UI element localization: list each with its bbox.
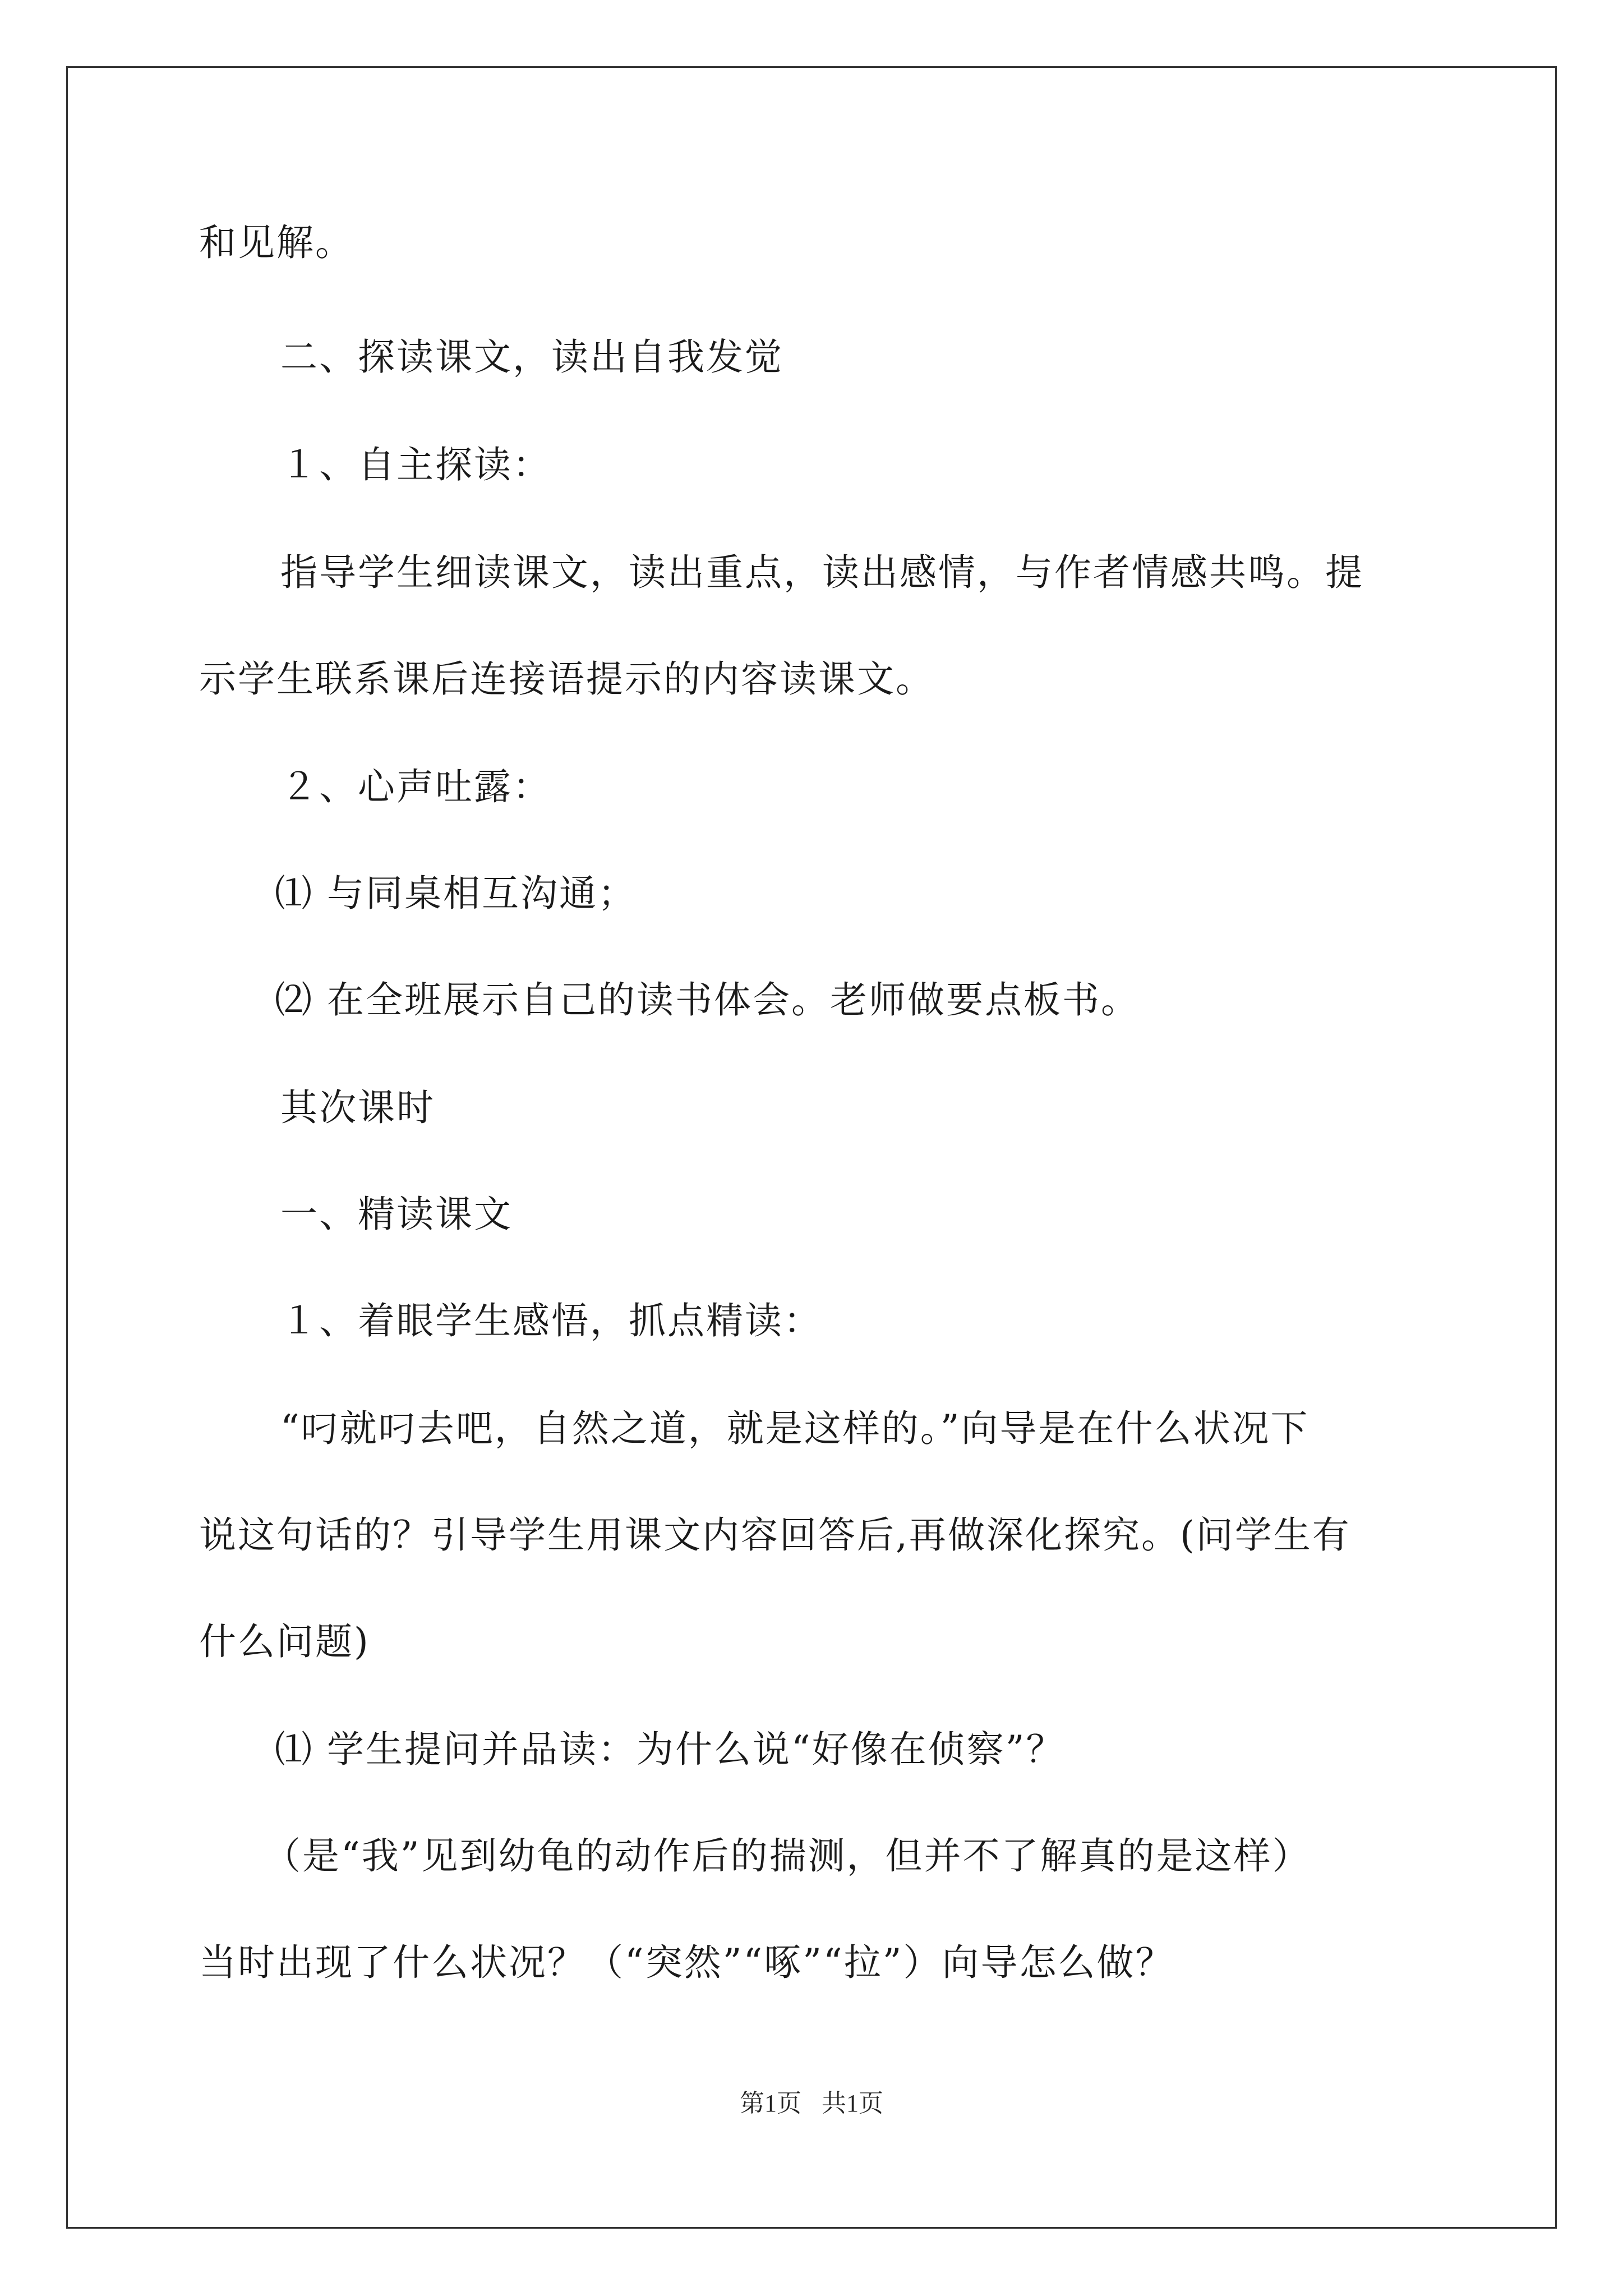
list-item-2: ⑵ 在全班展示自己的读书体会。老师做要点板书。 — [275, 978, 1140, 1022]
section-heading-intensive-reading: 一、精读课文 — [280, 1193, 513, 1236]
text-line-12: “叼就叼去吧，自然之道，就是这样的。”向导是在什么状况下 — [280, 1407, 1310, 1450]
subheading-share: ２、心声吐露： — [280, 765, 551, 808]
text-line-13: 说这句话的？引导学生用课文内容回答后,再做深化探究。(问学生有 — [199, 1513, 1351, 1557]
page-border — [66, 66, 1557, 2229]
page-total: 共1页 — [822, 2090, 883, 2117]
page-footer — [0, 2087, 1623, 2120]
subheading-self-read: １、自主探读： — [280, 443, 551, 486]
list-item-3: ⑴ 学生提问并品读：为什么说“好像在侦察”？ — [275, 1728, 1065, 1771]
text-line-16: （是“我”见到幼龟的动作后的揣测，但并不了解真的是这样） — [264, 1834, 1311, 1878]
subheading-focus: １、着眼学生感悟，抓点精读： — [280, 1299, 822, 1342]
list-item-1: ⑴ 与同桌相互沟通； — [275, 872, 637, 915]
text-line-5: 示学生联系课后连接语提示的内容读课文。 — [199, 657, 934, 701]
section-heading-explore: 二、探读课文，读出自我发觉 — [280, 335, 783, 379]
page-number: 第1页 — [740, 2090, 801, 2117]
text-line-4: 指导学生细读课文，读出重点，读出感情，与作者情感共鸣。提 — [280, 551, 1364, 594]
text-line-14: 什么问题) — [199, 1620, 370, 1663]
section-heading-second-lesson: 其次课时 — [280, 1086, 435, 1129]
text-line-17: 当时出现了什么状况？（“突然”“啄”“拉”）向导怎么做？ — [199, 1941, 1174, 1984]
text-line-1: 和见解。 — [199, 221, 354, 264]
